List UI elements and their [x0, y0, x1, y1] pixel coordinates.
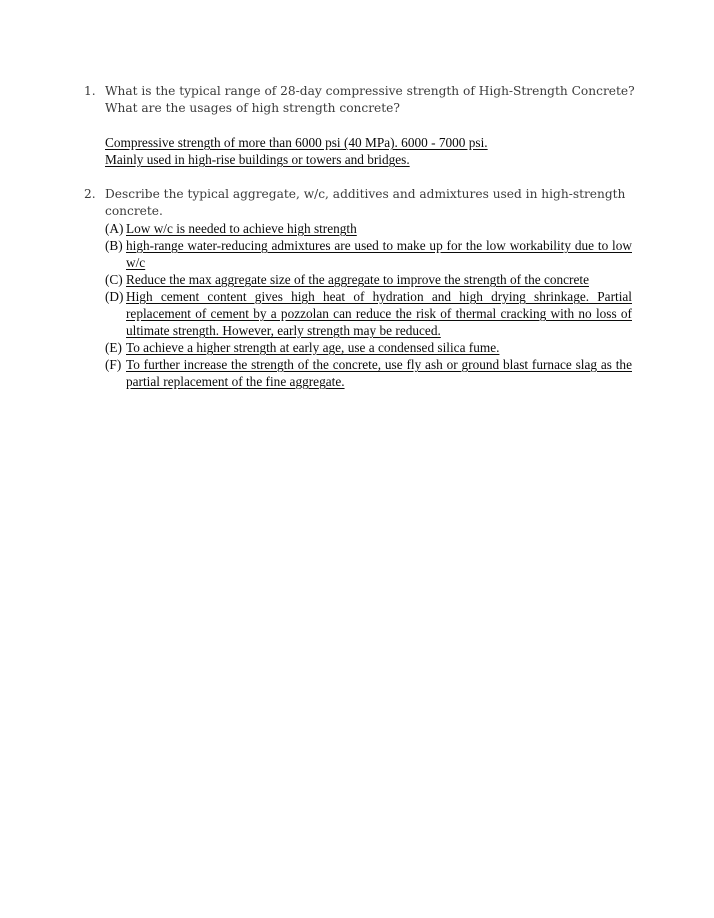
- answer-item-text: high-range water-reducing admixtures are used to make up for the low workability due to low w/c: [126, 238, 632, 270]
- answer-item-label: (E): [105, 340, 122, 355]
- question-1: [84, 83, 636, 117]
- question-2-text: Describe the typical aggregate, w/c, additives and admixtures used in high-strength concrete.: [105, 187, 626, 218]
- question-1-answer: [105, 134, 637, 168]
- answer-item-text: To achieve a higher strength at early age, use a condensed silica fume.: [126, 340, 500, 355]
- answer-item-d: [105, 288, 632, 339]
- answer-item-text: Low w/c is needed to achieve high strength: [126, 221, 357, 236]
- answer-item-a: [105, 220, 632, 237]
- question-2-number: 2.: [84, 187, 96, 201]
- answer-item-label: (B): [105, 238, 123, 253]
- answer-item-f: [105, 356, 632, 390]
- answer-item-label: (F): [105, 357, 122, 372]
- answer-item-label: (C): [105, 272, 123, 287]
- question-1-text: What is the typical range of 28-day compressive strength of High-Strength Concrete? What are the usages of high strength concrete?: [105, 84, 635, 115]
- answer-item-text: High cement content gives high heat of hydration and high drying shrinkage. Partial replacement of cement by a pozzolan can reduce the risk of thermal cracking with no loss of ultimate strength. However, early strength may be reduced.: [126, 289, 632, 338]
- answer-item-c: [105, 271, 632, 288]
- answer-item-b: [105, 237, 632, 271]
- question-2: [84, 186, 636, 220]
- answer-item-text: To further increase the strength of the concrete, use fly ash or ground blast furnace slag as the partial replacement of the fine aggregate.: [126, 357, 632, 389]
- question-1-number: 1.: [84, 84, 96, 98]
- answer-line-2: Mainly used in high-rise buildings or towers and bridges.: [105, 152, 410, 167]
- answer-item-label: (A): [105, 221, 124, 236]
- answer-item-text: Reduce the max aggregate size of the aggregate to improve the strength of the concrete: [126, 272, 589, 287]
- answer-item-e: [105, 339, 632, 356]
- answer-line-1: Compressive strength of more than 6000 psi (40 MPa). 6000 - 7000 psi.: [105, 135, 488, 150]
- answer-item-label: (D): [105, 289, 124, 304]
